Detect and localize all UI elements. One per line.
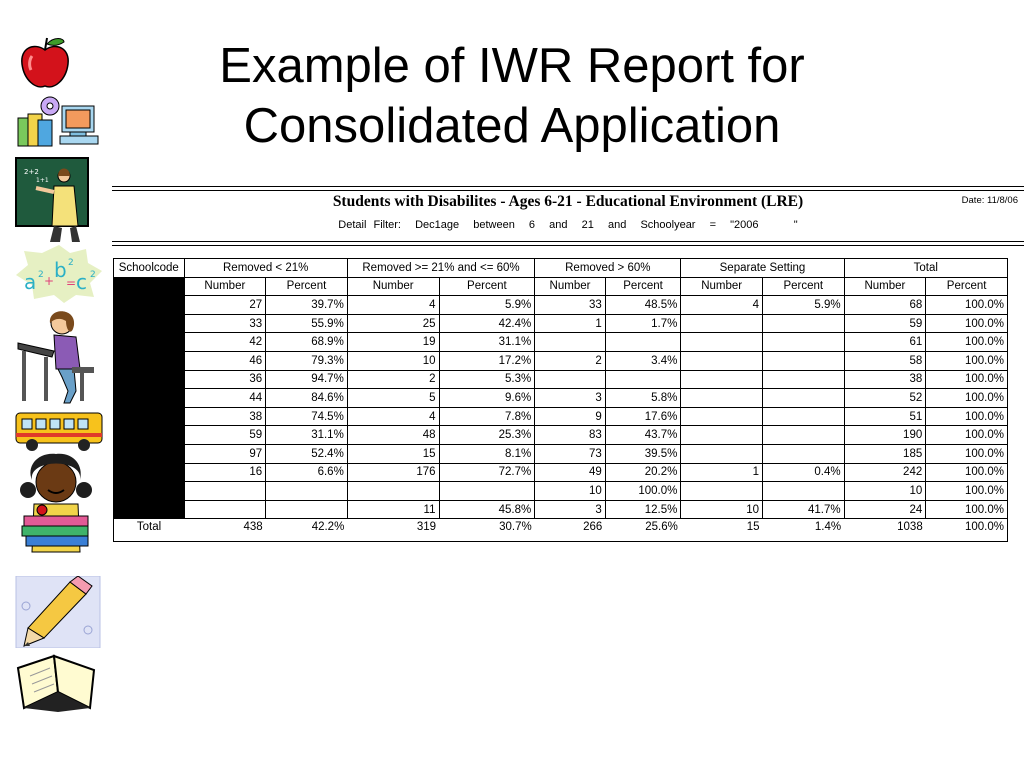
number-cell: 1	[681, 463, 763, 482]
number-cell	[681, 389, 763, 408]
percent-cell: 100.0%	[926, 463, 1008, 482]
table-row	[114, 482, 1008, 501]
percent-cell: 41.7%	[762, 500, 844, 519]
percent-cell: 42.4%	[439, 314, 535, 333]
number-cell: 68	[844, 296, 926, 315]
number-cell: 11	[347, 500, 439, 519]
number-cell: 4	[347, 296, 439, 315]
number-cell: 51	[844, 407, 926, 426]
number-cell	[681, 444, 763, 463]
number-cell	[681, 314, 763, 333]
svg-text:+: +	[44, 274, 55, 288]
svg-text:c: c	[76, 270, 87, 294]
number-cell: 49	[535, 463, 606, 482]
percent-cell: 94.7%	[266, 370, 348, 389]
percent-cell: 100.0%	[926, 426, 1008, 445]
percent-cell: 100.0%	[926, 389, 1008, 408]
percent-cell	[266, 482, 348, 501]
percent-cell: 52.4%	[266, 444, 348, 463]
percent-cell: 1.7%	[605, 314, 681, 333]
table-header-row	[114, 259, 1008, 278]
percent-cell: 5.3%	[439, 370, 535, 389]
girl-with-books-icon	[14, 452, 100, 554]
number-cell: 4	[347, 407, 439, 426]
percent-cell	[762, 333, 844, 352]
percent-cell	[439, 482, 535, 501]
percent-cell: 6.6%	[266, 463, 348, 482]
number-cell	[535, 370, 606, 389]
percent-cell: 39.5%	[605, 444, 681, 463]
number-cell: 1	[535, 314, 606, 333]
total-percent-cell: 25.6%	[645, 521, 678, 534]
number-cell: 61	[844, 333, 926, 352]
percent-cell: 5.9%	[762, 296, 844, 315]
number-cell: 58	[844, 351, 926, 370]
number-cell: 3	[535, 500, 606, 519]
percent-cell: 9.6%	[439, 389, 535, 408]
number-cell: 9	[535, 407, 606, 426]
number-cell: 48	[347, 426, 439, 445]
teacher-chalkboard-icon	[14, 156, 90, 242]
total-percent-cell: 100.0%	[964, 521, 1004, 534]
column-header-number: Number	[844, 277, 926, 296]
percent-cell	[762, 482, 844, 501]
column-header-percent: Percent	[439, 277, 535, 296]
schoolcode-cell-redacted	[114, 426, 185, 445]
number-cell: 10	[347, 351, 439, 370]
column-group-header: Separate Setting	[681, 259, 844, 278]
percent-cell: 100.0%	[926, 500, 1008, 519]
column-header-percent: Percent	[266, 277, 348, 296]
schoolcode-cell-redacted	[114, 444, 185, 463]
schoolcode-cell-redacted	[114, 482, 185, 501]
number-cell: 176	[347, 463, 439, 482]
number-cell	[347, 482, 439, 501]
percent-cell: 31.1%	[266, 426, 348, 445]
percent-cell: 55.9%	[266, 314, 348, 333]
percent-cell	[762, 444, 844, 463]
number-cell: 52	[844, 389, 926, 408]
schoolcode-cell-redacted	[114, 296, 185, 315]
apple-icon	[14, 36, 76, 92]
report-title: Students with Disabilites - Ages 6-21 - Educational Environment (LRE)	[332, 193, 804, 210]
number-cell: 59	[844, 314, 926, 333]
percent-cell: 100.0%	[926, 370, 1008, 389]
percent-cell: 45.8%	[439, 500, 535, 519]
table-total-row	[114, 519, 1008, 542]
schoolcode-cell-redacted	[114, 314, 185, 333]
percent-cell: 17.6%	[605, 407, 681, 426]
table-row	[114, 426, 1008, 445]
table-subheader-row	[114, 277, 1008, 296]
schoolcode-cell-redacted	[114, 407, 185, 426]
column-group-header: Removed >= 21% and <= 60%	[347, 259, 534, 278]
percent-cell	[605, 333, 681, 352]
percent-cell: 8.1%	[439, 444, 535, 463]
table-row	[114, 463, 1008, 482]
schoolcode-cell	[114, 277, 185, 296]
schoolcode-cell-redacted	[114, 463, 185, 482]
total-number-cell: 266	[583, 521, 603, 534]
percent-cell: 5.8%	[605, 389, 681, 408]
percent-cell: 48.5%	[605, 296, 681, 315]
column-group-header: Removed < 21%	[184, 259, 347, 278]
slide-title-line-2: Consolidated Application	[243, 99, 781, 153]
percent-cell: 74.5%	[266, 407, 348, 426]
number-cell	[681, 333, 763, 352]
number-cell: 10	[844, 482, 926, 501]
slide-title-line-1: Example of IWR Report for	[219, 39, 805, 93]
number-cell: 46	[184, 351, 266, 370]
percent-cell: 39.7%	[266, 296, 348, 315]
percent-cell: 79.3%	[266, 351, 348, 370]
svg-text:2: 2	[38, 270, 44, 280]
number-cell: 19	[347, 333, 439, 352]
column-header-schoolcode: Schoolcode	[114, 259, 185, 278]
number-cell: 59	[184, 426, 266, 445]
number-cell: 10	[535, 482, 606, 501]
school-bus-icon	[14, 405, 104, 455]
total-number-cell: 319	[416, 521, 436, 534]
column-header-number: Number	[347, 277, 439, 296]
number-cell: 2	[535, 351, 606, 370]
column-header-percent: Percent	[762, 277, 844, 296]
number-cell: 36	[184, 370, 266, 389]
number-cell: 15	[347, 444, 439, 463]
report-rule-mid-2	[112, 245, 1024, 246]
svg-text:b: b	[54, 258, 67, 282]
number-cell: 97	[184, 444, 266, 463]
percent-cell: 100.0%	[926, 314, 1008, 333]
percent-cell: 17.2%	[439, 351, 535, 370]
number-cell: 10	[681, 500, 763, 519]
percent-cell: 84.6%	[266, 389, 348, 408]
number-cell	[535, 333, 606, 352]
schoolcode-cell-redacted	[114, 500, 185, 519]
number-cell: 190	[844, 426, 926, 445]
total-percent-cell: 1.4%	[814, 521, 842, 534]
table-row	[114, 500, 1008, 519]
percent-cell: 0.4%	[762, 463, 844, 482]
percent-cell	[762, 426, 844, 445]
svg-text:1+1: 1+1	[36, 177, 49, 184]
percent-cell: 43.7%	[605, 426, 681, 445]
number-cell: 38	[844, 370, 926, 389]
percent-cell: 3.4%	[605, 351, 681, 370]
table-row	[114, 389, 1008, 408]
number-cell: 33	[184, 314, 266, 333]
percent-cell: 100.0%	[926, 444, 1008, 463]
total-percent-cell: 30.7%	[499, 521, 532, 534]
svg-text:2: 2	[90, 270, 96, 280]
number-cell: 16	[184, 463, 266, 482]
svg-text:2+2: 2+2	[24, 168, 39, 176]
number-cell: 5	[347, 389, 439, 408]
number-cell: 24	[844, 500, 926, 519]
number-cell	[681, 482, 763, 501]
percent-cell	[762, 389, 844, 408]
percent-cell	[762, 314, 844, 333]
percent-cell: 5.9%	[439, 296, 535, 315]
svg-text:2: 2	[68, 258, 74, 268]
table-body	[114, 296, 1008, 542]
total-percent-cell: 42.2%	[311, 521, 345, 534]
percent-cell: 100.0%	[926, 351, 1008, 370]
number-cell: 83	[535, 426, 606, 445]
column-group-header: Total	[844, 259, 1007, 278]
number-cell: 27	[184, 296, 266, 315]
number-cell	[681, 426, 763, 445]
schoolcode-cell-redacted	[114, 389, 185, 408]
table-row	[114, 314, 1008, 333]
schoolcode-cell-redacted	[114, 370, 185, 389]
percent-cell: 100.0%	[926, 333, 1008, 352]
number-cell: 25	[347, 314, 439, 333]
table-row	[114, 407, 1008, 426]
number-cell	[681, 407, 763, 426]
open-book-icon	[14, 652, 100, 712]
table-row	[114, 370, 1008, 389]
table-row	[114, 351, 1008, 370]
number-cell	[184, 500, 266, 519]
number-cell: 33	[535, 296, 606, 315]
total-number-cell: 15	[746, 521, 760, 534]
percent-cell	[605, 370, 681, 389]
pencil-icon	[14, 576, 102, 648]
slide-title	[112, 36, 912, 156]
number-cell: 2	[347, 370, 439, 389]
percent-cell	[762, 351, 844, 370]
percent-cell: 20.2%	[605, 463, 681, 482]
svg-text:=: =	[66, 276, 77, 290]
column-header-percent: Percent	[926, 277, 1008, 296]
number-cell: 185	[844, 444, 926, 463]
percent-cell: 100.0%	[605, 482, 681, 501]
percent-cell: 100.0%	[926, 296, 1008, 315]
number-cell	[184, 482, 266, 501]
table-row	[114, 444, 1008, 463]
number-cell: 4	[681, 296, 763, 315]
total-number-cell: 438	[243, 521, 263, 534]
total-label: Total	[136, 521, 162, 534]
lre-report-table	[113, 258, 1008, 542]
number-cell: 38	[184, 407, 266, 426]
number-cell: 73	[535, 444, 606, 463]
number-cell: 3	[535, 389, 606, 408]
number-cell: 44	[184, 389, 266, 408]
table-row	[114, 296, 1008, 315]
report-date: Date: 11/8/06	[961, 195, 1018, 206]
report-detail-filter: Detail Filter: Dec1age between 6 and 21 and Schoolyear = "2006 "	[338, 219, 798, 231]
column-header-number: Number	[535, 277, 606, 296]
column-group-header: Removed > 60%	[535, 259, 681, 278]
number-cell	[681, 370, 763, 389]
percent-cell: 25.3%	[439, 426, 535, 445]
algebra-formula-icon	[14, 243, 104, 303]
percent-cell: 12.5%	[605, 500, 681, 519]
percent-cell: 100.0%	[926, 407, 1008, 426]
percent-cell: 7.8%	[439, 407, 535, 426]
percent-cell	[762, 370, 844, 389]
column-header-number: Number	[681, 277, 763, 296]
percent-cell: 100.0%	[926, 482, 1008, 501]
report-rule-mid	[112, 241, 1024, 242]
report-rule-top-2	[112, 190, 1024, 191]
schoolcode-cell-redacted	[114, 351, 185, 370]
number-cell	[681, 351, 763, 370]
percent-cell: 72.7%	[439, 463, 535, 482]
schoolcode-cell-redacted	[114, 333, 185, 352]
total-number-cell: 1038	[897, 521, 923, 534]
column-header-number: Number	[184, 277, 266, 296]
percent-cell	[762, 407, 844, 426]
student-desk-icon	[14, 307, 98, 407]
percent-cell: 68.9%	[266, 333, 348, 352]
report-rule-top	[112, 186, 1024, 187]
svg-text:a: a	[24, 270, 37, 294]
number-cell: 42	[184, 333, 266, 352]
column-header-percent: Percent	[605, 277, 681, 296]
number-cell: 242	[844, 463, 926, 482]
computer-books-icon	[14, 96, 104, 152]
percent-cell: 31.1%	[439, 333, 535, 352]
percent-cell	[266, 500, 348, 519]
table-row	[114, 333, 1008, 352]
